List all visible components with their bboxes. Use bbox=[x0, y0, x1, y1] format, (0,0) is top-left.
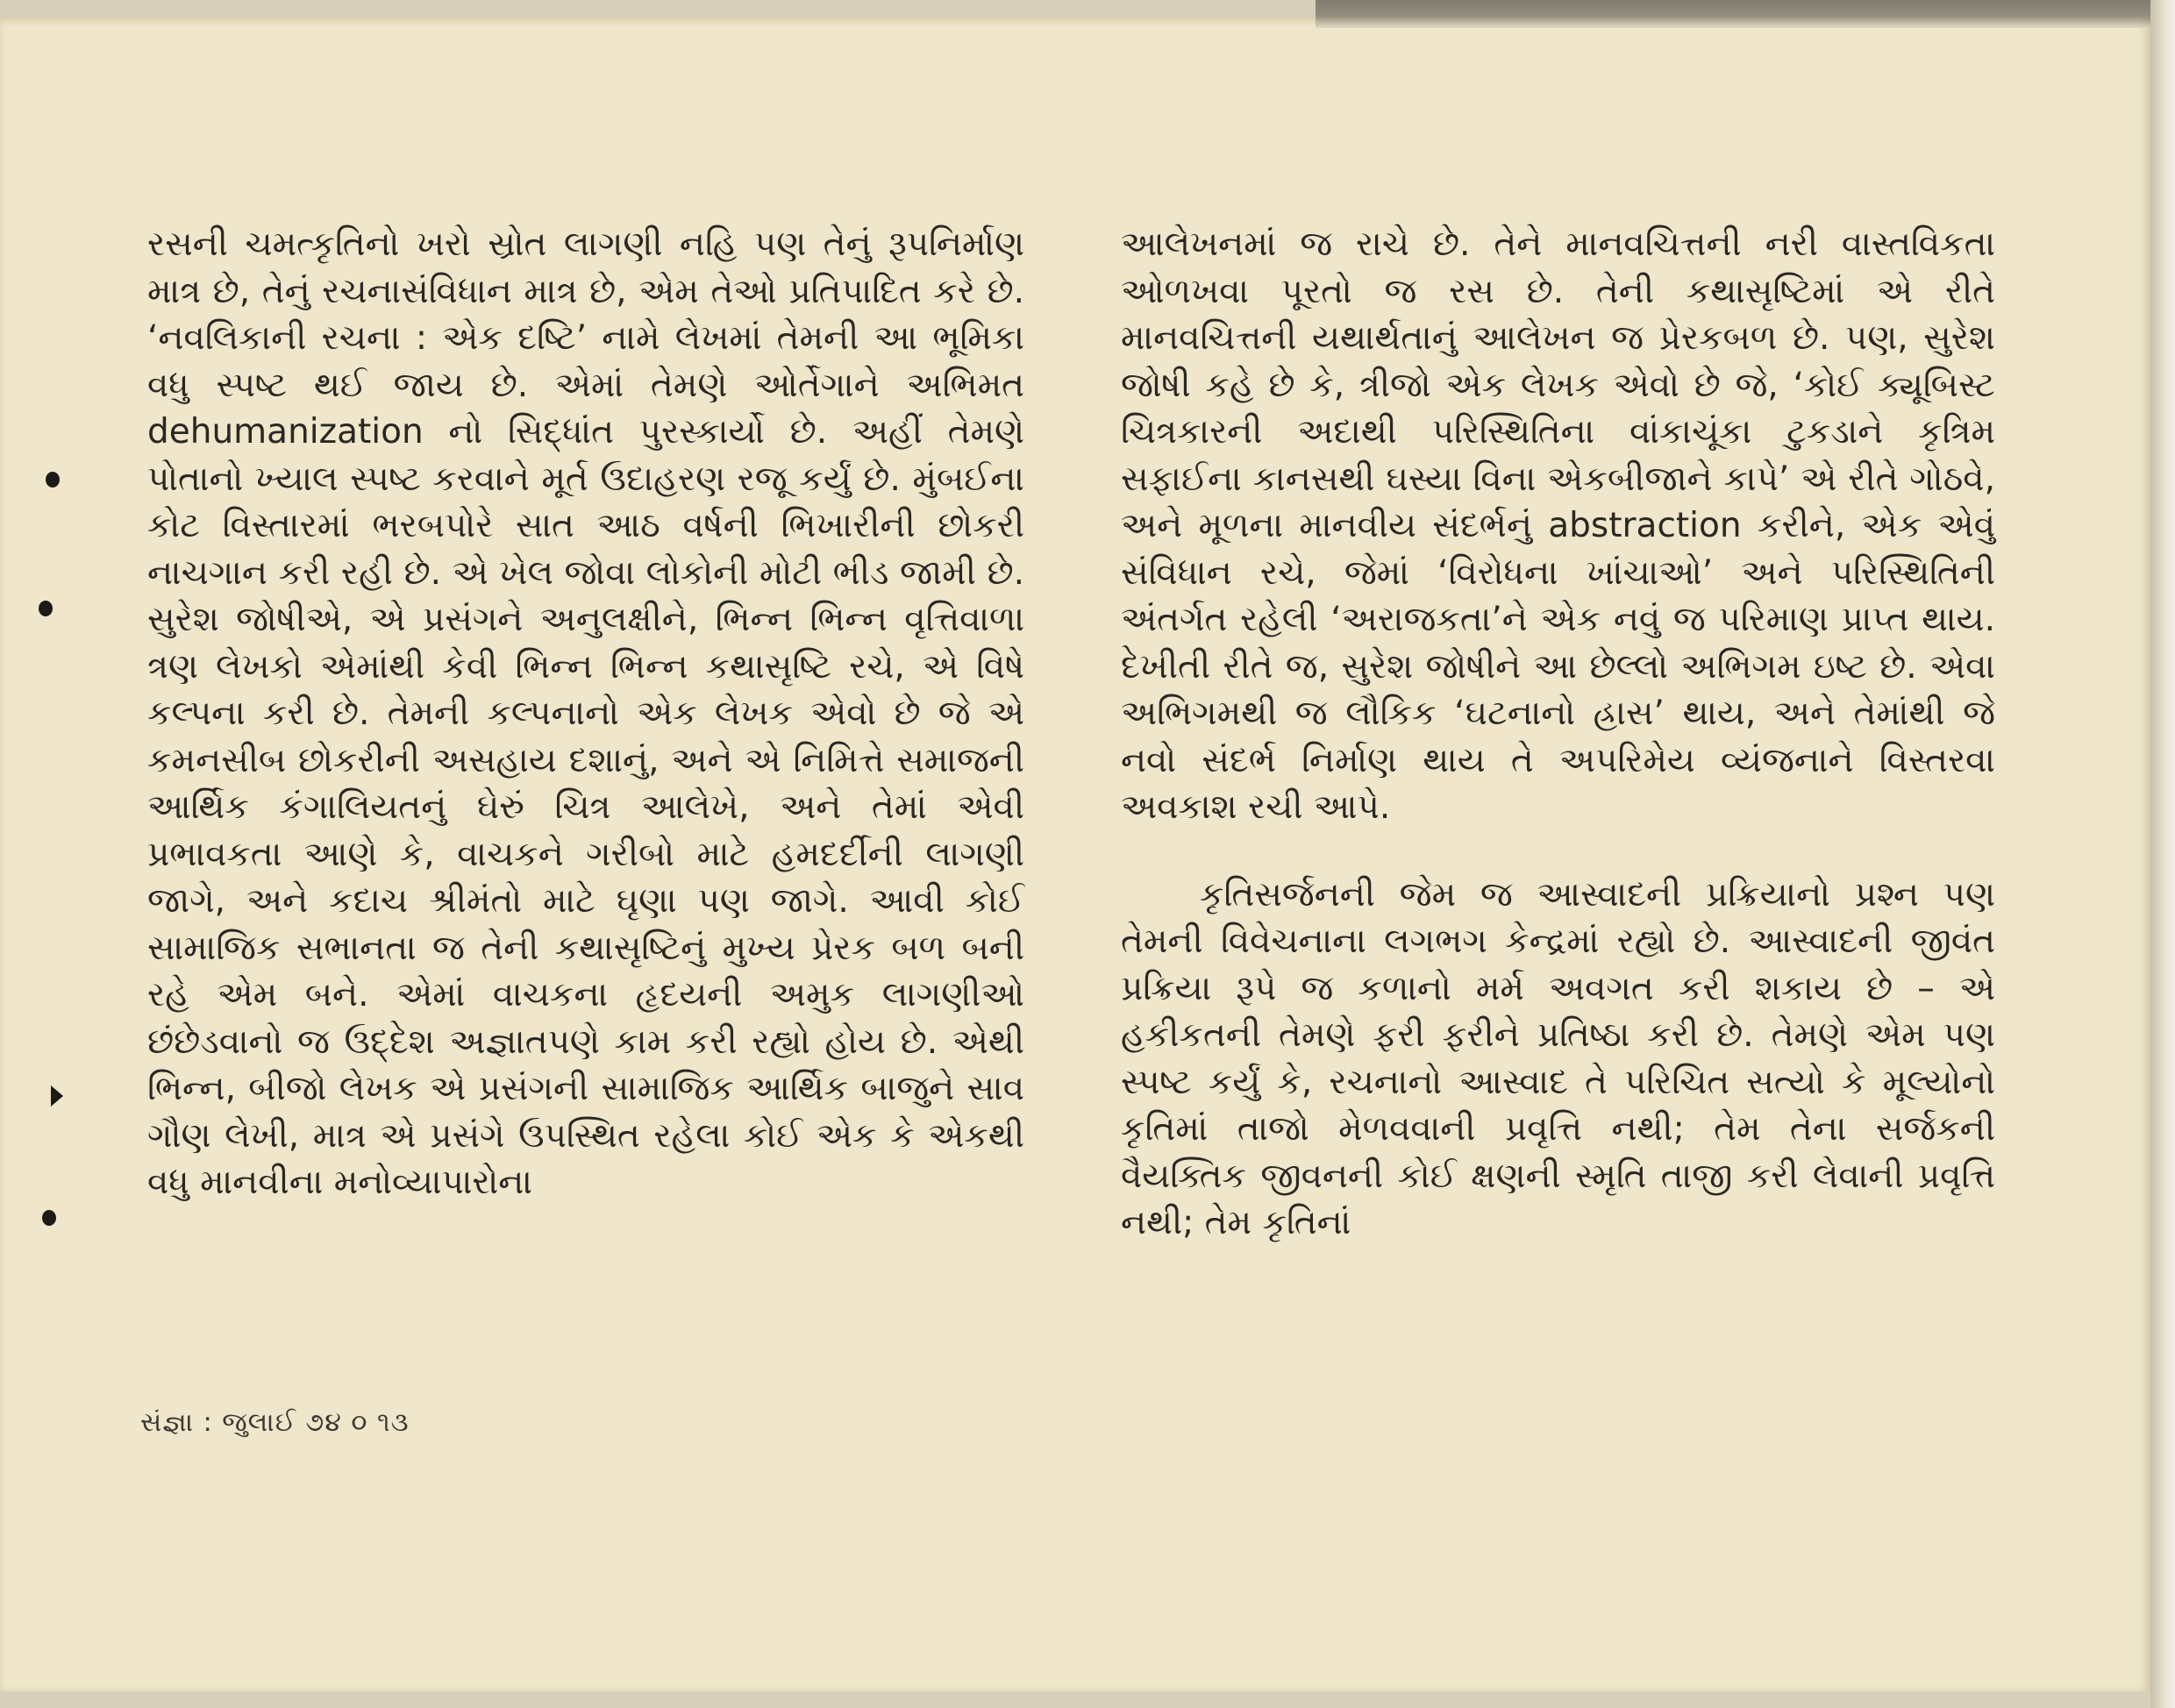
binding-hole-mark bbox=[46, 472, 60, 487]
binding-hole-mark bbox=[42, 1210, 56, 1226]
right-column bbox=[1121, 221, 1995, 1247]
scan-top-shadow bbox=[1316, 0, 2175, 28]
left-column bbox=[147, 221, 1024, 1206]
paper-sheet bbox=[0, 18, 2150, 1692]
right-paragraph-1: આલેખનમાં જ રાચે છે. તેને માનવચિત્તની નરી વાસ્તવિકતા ઓળખવા પૂરતો જ રસ છે. તેની કથાસૃષ્ટિમાં એ રીતે માનવચિત્તની યથાર્થતાનું આલેખન જ પ્રેરકબળ છે. પણ, સુરેશ જોષી કહે છે કે, ત્રીજો એક લેખક એવો છે જે, ‘કોઈ ક્યૂબિસ્ટ ચિત્રકારની અદાથી પરિસ્થિતિના વાંકાચૂંકા ટુકડાને કૃત્રિમ સફાઈના કાનસથી ઘસ્યા વિના એકબીજાને કાપે’ એ રીતે ગોઠવે, અને મૂળના માનવીય સંદર્ભનું abstraction કરીને, એક એવું સંવિધાન રચે, જેમાં ‘વિરોધના ખાંચાઓ’ અને પરિસ્થિતિની અંતર્ગત રહેલી ‘અરાજકતા’ને એક નવું જ પરિમાણ પ્રાપ્ત થાય. દેખીતી રીતે જ, સુરેશ જોષીને આ છેલ્લો અભિગમ ઇષ્ટ છે. એવા અભિગમથી જ લૌકિક ‘ઘટનાનો હ્રાસ’ થાય, અને તેમાંથી જે નવો સંદર્ભ નિર્માણ થાય તે અપરિમેય વ્યંજનાને વિસ્તરવા અવકાશ રચી આપે. bbox=[1121, 224, 1995, 827]
page-footer: સંજ્ઞા : જુલાઈ ૭૪ ૦ ૧૩ bbox=[140, 1407, 410, 1438]
binding-hole-mark bbox=[39, 601, 53, 616]
scan-right-edge bbox=[2150, 0, 2175, 1708]
right-paragraph-2: કૃતિસર્જનની જેમ જ આસ્વાદની પ્રક્રિયાનો પ્રશ્ન પણ તેમની વિવેચનાના લગભગ કેન્દ્રમાં રહ્યો છે. આસ્વાદની જીવંત પ્રક્રિયા રૂપે જ કળાનો મર્મ અવગત કરી શકાય છે – એ હકીકતની તેમણે ફરી ફરીને પ્રતિષ્ઠા કરી છે. તેમણે એમ પણ સ્પષ્ટ કર્યું કે, રચનાનો આસ્વાદ તે પરિચિત સત્યો કે મૂલ્યોનો કૃતિમાં તાજો મેળવવાની પ્રવૃત્તિ નથી; તેમ તેના સર્જકની વૈયક્તિક જીવનની કોઈ ક્ષણની સ્મૃતિ તાજી કરી લેવાની પ્રવૃત્તિ નથી; તેમ કૃતિનાં bbox=[1121, 874, 1995, 1242]
left-paragraph: રસની ચમત્કૃતિનો ખરો સ્રોત લાગણી નહિ પણ તેનું રૂપનિર્માણ માત્ર છે, તેનું રચનાસંવિધાન માત્ર છે, એમ તેઓ પ્રતિપાદિત કરે છે. ‘નવલિકાની રચના : એક દષ્ટિ’ નામે લેખમાં તેમની આ ભૂમિકા વધુ સ્પષ્ટ થઈ જાય છે. એમાં તેમણે ઓર્તેગાને અભિમત dehumanization નો સિદ્ધાંત પુરસ્કાર્યો છે. અહીં તેમણે પોતાનો ખ્યાલ સ્પષ્ટ કરવાને મૂર્ત ઉદાહરણ રજૂ કર્યું છે. મુંબઈના કોટ વિસ્તારમાં ભરબપોરે સાત આઠ વર્ષની ભિખારીની છોકરી નાચગાન કરી રહી છે. એ ખેલ જોવા લોકોની મોટી ભીડ જામી છે. સુરેશ જોષીએ, એ પ્રસંગને અનુલક્ષીને, ભિન્ન ભિન્ન વૃત્તિવાળા ત્રણ લેખકો એમાંથી કેવી ભિન્ન ભિન્ન કથાસૃષ્ટિ રચે, એ વિષે કલ્પના કરી છે. તેમની કલ્પનાનો એક લેખક એવો છે જે એ કમનસીબ છોકરીની અસહાય દશાનું, અને એ નિમિત્તે સમાજની આર્થિક કંગાલિયતનું ઘેરું ચિત્ર આલેખે, અને તેમાં એવી પ્રભાવકતા આણે કે, વાચકને ગરીબો માટે હમદર્દીની લાગણી જાગે, અને કદાચ શ્રીમંતો માટે ઘૃણા પણ જાગે. આવી કોઈ સામાજિક સભાનતા જ તેની કથાસૃષ્ટિનું મુખ્ય પ્રેરક બળ બની રહે એમ બને. એમાં વાચકના હૃદયની અમુક લાગણીઓ છંછેડવાનો જ ઉદ્દેશ અજ્ઞાતપણે કામ કરી રહ્યો હોય છે. એથી ભિન્ન, બીજો લેખક એ પ્રસંગની સામાજિક આર્થિક બાજુને સાવ ગૌણ લેખી, માત્ર એ પ્રસંગે ઉપસ્થિત રહેલા કોઈ એક કે એકથી વધુ માનવીના મનોવ્યાપારોના bbox=[147, 224, 1024, 1202]
binding-arrow-mark bbox=[51, 1085, 63, 1107]
